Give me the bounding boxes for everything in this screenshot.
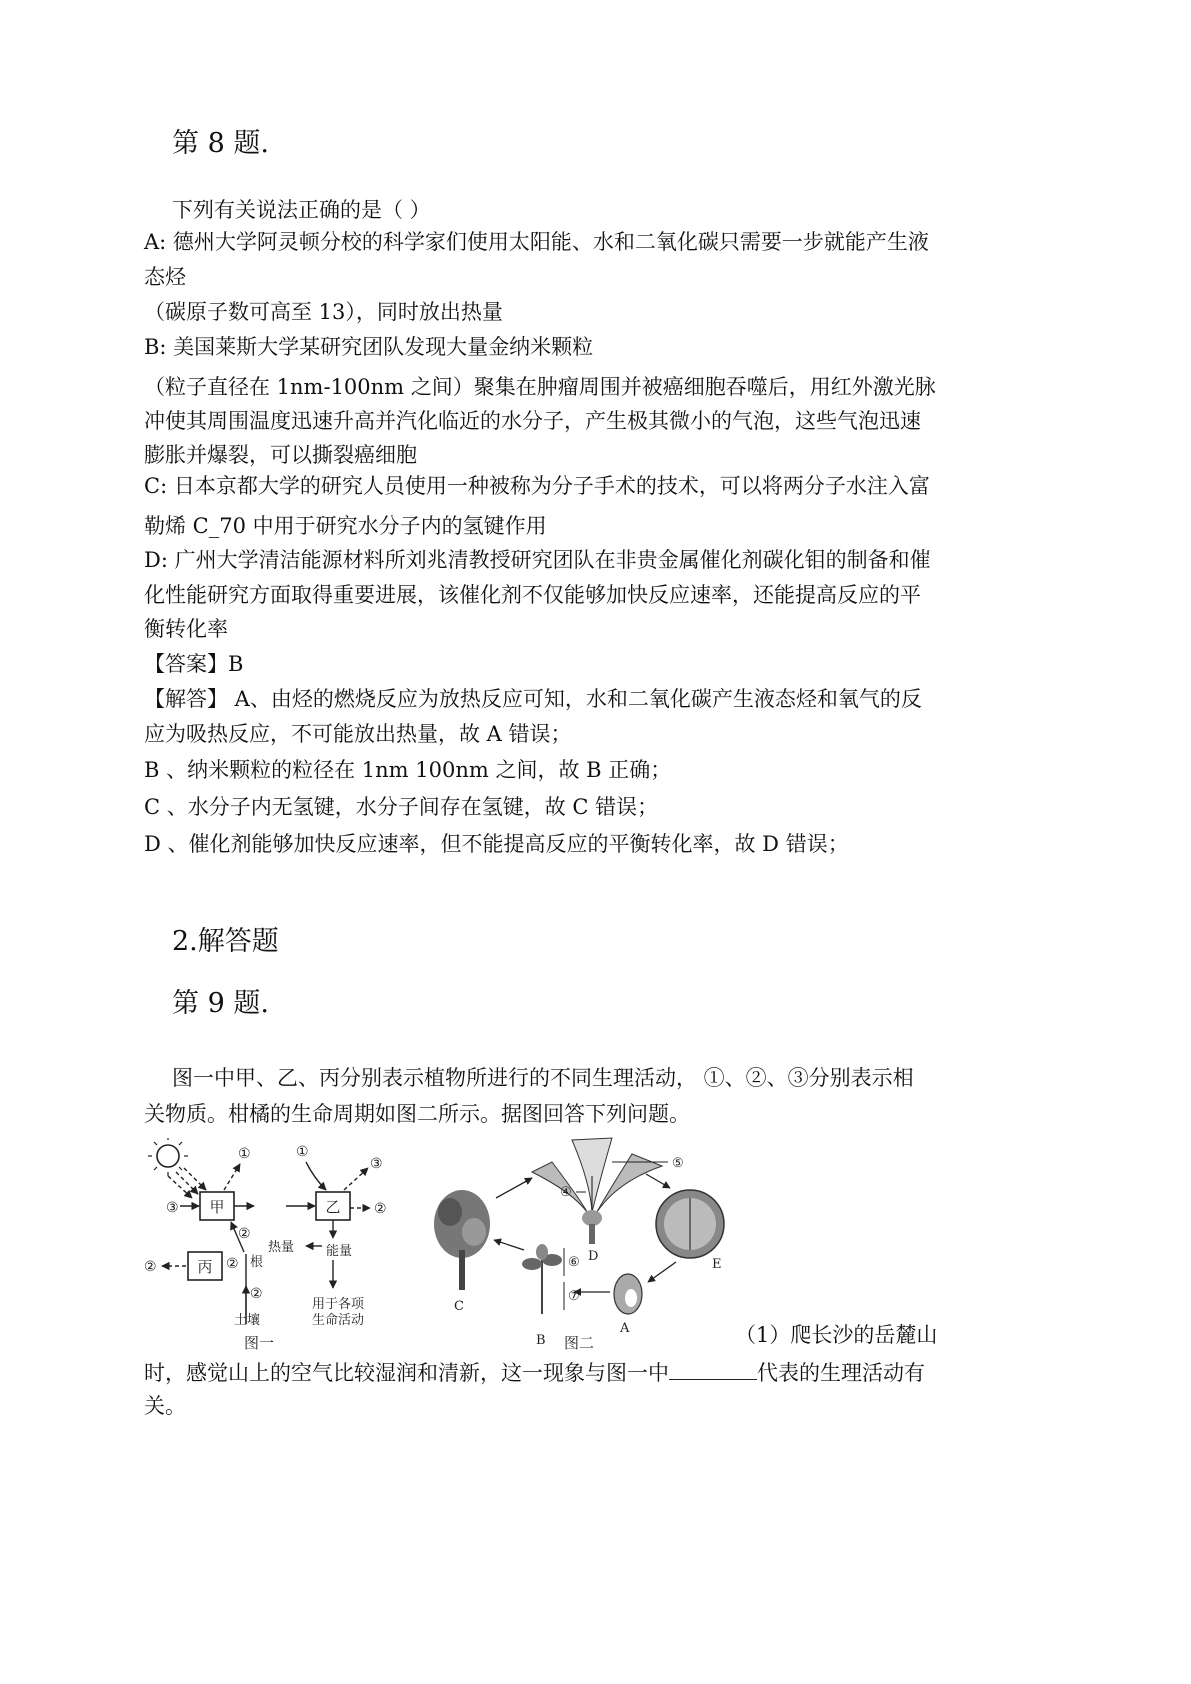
option-d-line-3: 衡转化率: [144, 617, 228, 641]
label-6: ⑥: [568, 1255, 580, 1270]
heat-label: 热量: [268, 1240, 295, 1255]
answer: 【答案】B: [144, 652, 244, 676]
label-c: C: [454, 1299, 464, 1314]
option-d-line-1: D: 广州大学清洁能源材料所刘兆清教授研究团队在非贵金属催化剂碳化钼的制备和催: [144, 548, 931, 572]
tree-icon: [434, 1190, 490, 1290]
fig1-label-1-top-left: ①: [238, 1146, 251, 1162]
label-5: ⑤: [672, 1156, 684, 1171]
option-b-line-4: 膨胀并爆裂，可以撕裂癌细胞: [144, 443, 417, 467]
option-d-line-2: 化性能研究方面取得重要进展，该催化剂不仅能够加快反应速率，还能提高反应的平: [144, 583, 921, 607]
flower-icon: [532, 1138, 662, 1244]
sub-question-1-line-2: [144, 1361, 925, 1384]
option-a-line-2: 态烃: [144, 265, 186, 289]
label-d: D: [588, 1249, 599, 1264]
soil-label: 土壤: [234, 1313, 261, 1328]
option-b-line-2: （粒子直径在 1nm-100nm 之间）聚集在肿瘤周围并被癌细胞吞噬后，用红外激光脉: [144, 375, 936, 399]
explanation-line-4: C 、水分子内无氢键，水分子间存在氢键，故 C 错误；: [144, 795, 659, 819]
question-9-heading: 第 9 题.: [172, 988, 269, 1019]
option-c-line-2: 勒烯 C_70 中用于研究水分子内的氢键作用: [144, 514, 547, 538]
answer-blank[interactable]: [669, 1361, 757, 1380]
fig1-label-1-top-yi: ①: [296, 1144, 309, 1160]
fig1-label-2-jia: ②: [238, 1226, 251, 1242]
label-a: A: [620, 1321, 630, 1336]
section-2-heading: 2.解答题: [172, 926, 279, 957]
box-yi-label: 乙: [325, 1198, 341, 1216]
use-label-line-2: 生命活动: [312, 1313, 365, 1328]
option-b-line-1: B: 美国莱斯大学某研究团队发现大量金纳米颗粒: [144, 335, 594, 359]
question-9-stem-line-1: 图一中甲、乙、丙分别表示植物所进行的不同生理活动， ①、②、③分别表示相: [172, 1066, 914, 1090]
label-4: ④: [560, 1185, 572, 1200]
box-bing-label: 丙: [197, 1258, 213, 1276]
sub-question-1-start: （1）爬长沙的岳麓山: [735, 1323, 938, 1347]
option-c-line-1: C: 日本京都大学的研究人员使用一种被称为分子手术的技术，可以将两分子水注入富: [144, 474, 930, 498]
seed-icon: [614, 1274, 642, 1314]
fig1-label-2-soil: ②: [250, 1286, 263, 1302]
option-a-line-1: A: 德州大学阿灵顿分校的科学家们使用太阳能、水和二氧化碳只需要一步就能产生液: [144, 230, 929, 254]
label-b: B: [536, 1333, 546, 1348]
label-7: ⑦: [568, 1289, 580, 1304]
box-jia-label: 甲: [209, 1198, 225, 1216]
option-b-line-3: 冲使其周围温度迅速升高并汽化临近的水分子，产生极其微小的气泡，这些气泡迅速: [144, 409, 921, 433]
label-e: E: [712, 1257, 722, 1272]
energy-label: 能量: [326, 1244, 353, 1259]
root-label: 根: [250, 1255, 264, 1270]
fruit-icon: [656, 1190, 724, 1258]
sub-question-1-line-3: 关。: [144, 1394, 186, 1418]
figure-1-diagram: [136, 1138, 416, 1353]
fig1-label-2-bing-out: ②: [144, 1259, 157, 1275]
sub-question-1-text-a: 时，感觉山上的空气比较湿润和清新，这一现象与图一中: [144, 1361, 669, 1385]
fig1-label-2-right: ②: [374, 1201, 387, 1217]
question-9-stem-line-2: 关物质。柑橘的生命周期如图二所示。据图回答下列问题。: [144, 1102, 690, 1126]
sub-question-1-text-b: 代表的生理活动有: [757, 1361, 925, 1385]
fig1-label-2-bing-in: ②: [226, 1256, 239, 1272]
explanation-line-2: 应为吸热反应，不可能放出热量，故 A 错误；: [144, 722, 572, 746]
sun-icon: [148, 1138, 188, 1176]
question-8-stem: 下列有关说法正确的是（ ）: [172, 198, 431, 222]
fig1-label-3-left: ③: [166, 1200, 179, 1216]
explanation-line-1: 【解答】 A、由烃的燃烧反应为放热反应可知，水和二氧化碳产生液态烃和氧气的反: [144, 687, 922, 711]
option-a-line-3: （碳原子数可高至 13），同时放出热量: [144, 300, 503, 324]
seedling-icon: [522, 1244, 562, 1314]
explanation-line-5: D 、催化剂能够加快反应速率，但不能提高反应的平衡转化率，故 D 错误；: [144, 832, 849, 856]
use-label-line-1: 用于各项: [312, 1297, 365, 1312]
figure-2-diagram: [432, 1132, 762, 1354]
explanation-line-3: B 、纳米颗粒的粒径在 1nm 100nm 之间，故 B 正确；: [144, 758, 672, 782]
figure-2-caption: 图二: [564, 1334, 595, 1352]
fig1-label-3-right: ③: [370, 1156, 383, 1172]
figure-1-caption: 图一: [244, 1334, 275, 1352]
question-8-heading: 第 8 题.: [172, 128, 269, 159]
